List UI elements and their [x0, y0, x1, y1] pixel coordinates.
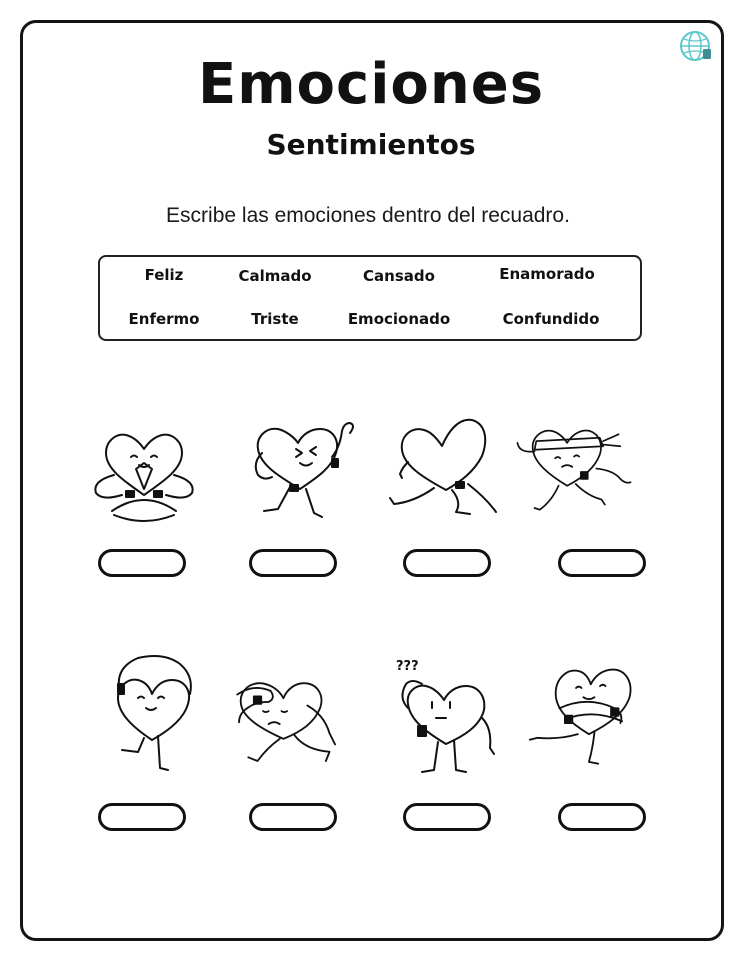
hugging-heart-icon [528, 652, 648, 772]
answer-box[interactable] [249, 549, 337, 577]
word-bank-item: Enfermo [128, 310, 200, 328]
answer-box[interactable] [403, 549, 491, 577]
confused-heart-icon [388, 658, 508, 778]
answer-box[interactable] [249, 803, 337, 831]
word-bank-item: Triste [251, 310, 299, 328]
word-bank-item: Enamorado [499, 265, 595, 283]
word-bank-item: Emocionado [347, 310, 451, 328]
answer-box[interactable] [558, 803, 646, 831]
headband-running-heart-icon [514, 412, 634, 532]
meditating-heart-icon [84, 415, 204, 535]
answer-box[interactable] [558, 549, 646, 577]
answer-box[interactable] [98, 549, 186, 577]
word-bank-item: Cansado [363, 267, 435, 285]
answer-box[interactable] [98, 803, 186, 831]
word-bank-item: Confundido [502, 310, 600, 328]
word-bank-item: Feliz [144, 266, 184, 284]
tired-walking-heart-icon [388, 410, 508, 530]
answer-box[interactable] [403, 803, 491, 831]
stretching-heart-icon [100, 652, 220, 772]
sad-heart-icon [228, 665, 348, 785]
svg-text:???: ??? [396, 659, 419, 674]
word-bank-item: Calmado [238, 267, 312, 285]
page-subtitle: Sentimientos [266, 128, 476, 161]
instruction-text: Escribe las emociones dentro del recuadro. [166, 204, 570, 227]
page-title: Emociones [197, 52, 545, 117]
running-excited-heart-icon [240, 413, 360, 533]
